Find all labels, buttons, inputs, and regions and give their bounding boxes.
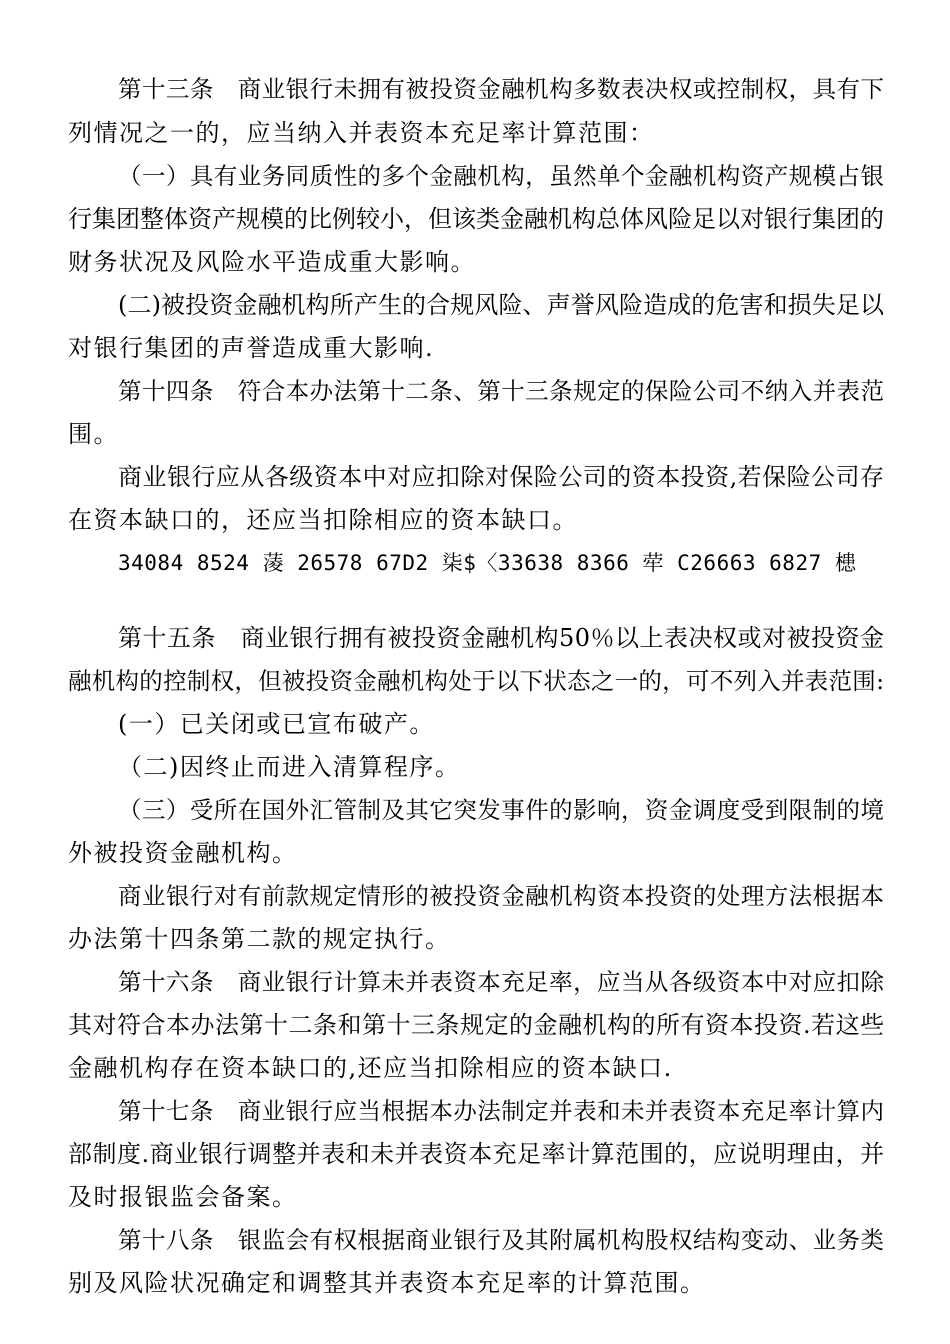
article-15-line-2: 融机构的控制权，但被投资金融机构处于以下状态之一的，可不列入并表范围: bbox=[68, 667, 884, 695]
article-16-line-3: 金融机构存在资本缺口的,还应当扣除相应的资本缺口. bbox=[68, 1054, 673, 1082]
article-15-line-1: 第十五条 商业银行拥有被投资金融机构50％以上表决权或对被投资金 bbox=[118, 624, 885, 652]
article-16-line-2: 其对符合本办法第十二条和第十三条规定的金融机构的所有资本投资.若这些 bbox=[68, 1011, 885, 1039]
article-17-line-2: 部制度.商业银行调整并表和未并表资本充足率计算范围的，应说明理由，并 bbox=[68, 1140, 885, 1168]
garbled-code-line: 34084 8524 蓤 26578 67D2 柒$〈33638 8366 荦 C26663 6827 槵 bbox=[118, 551, 857, 575]
article-15-para-2-line-1: 商业银行对有前款规定情形的被投资金融机构资本投资的处理方法根据本 bbox=[118, 882, 884, 910]
article-14-line-1: 第十四条 符合本办法第十二条、第十三条规定的保险公司不纳入并表范 bbox=[118, 377, 884, 405]
article-14-para-2-line-1: 商业银行应从各级资本中对应扣除对保险公司的资本投资,若保险公司存 bbox=[118, 463, 884, 491]
article-16-line-1: 第十六条 商业银行计算未并表资本充足率，应当从各级资本中对应扣除 bbox=[118, 968, 884, 996]
article-13-line-2: 列情况之一的，应当纳入并表资本充足率计算范围： bbox=[68, 119, 655, 147]
article-13-item-1-line-1: （一）具有业务同质性的多个金融机构，虽然单个金融机构资产规模占银 bbox=[118, 162, 884, 190]
article-13-item-1-line-3: 财务状况及风险水平造成重大影响。 bbox=[68, 248, 476, 276]
article-13-line-1: 第十三条 商业银行未拥有被投资金融机构多数表决权或控制权，具有下 bbox=[118, 75, 884, 103]
article-15-item-1: (一）已关闭或已宣布破产。 bbox=[118, 710, 435, 738]
article-17-line-1: 第十七条 商业银行应当根据本办法制定并表和未并表资本充足率计算内 bbox=[118, 1097, 884, 1125]
article-14-para-2-line-2: 在资本缺口的，还应当扣除相应的资本缺口。 bbox=[68, 506, 578, 534]
article-15-item-3-line-2: 外被投资金融机构。 bbox=[68, 839, 298, 867]
article-14-line-2: 围。 bbox=[68, 420, 119, 448]
article-13-item-2-line-2: 对银行集团的声誉造成重大影响. bbox=[68, 334, 435, 362]
article-18-line-1: 第十八条 银监会有权根据商业银行及其附属机构股权结构变动、业务类 bbox=[118, 1226, 884, 1254]
article-13-item-1-line-2: 行集团整体资产规模的比例较小，但该类金融机构总体风险足以对银行集团的 bbox=[68, 205, 884, 233]
article-13-item-2-line-1: (二)被投资金融机构所产生的合规风险、声誉风险造成的危害和损失足以 bbox=[118, 291, 884, 319]
article-17-line-3: 及时报银监会备案。 bbox=[68, 1183, 298, 1211]
article-15-item-2: （二)因终止而进入清算程序。 bbox=[118, 753, 461, 781]
article-15-item-3-line-1: （三）受所在国外汇管制及其它突发事件的影响，资金调度受到限制的境 bbox=[118, 796, 884, 824]
article-15-para-2-line-2: 办法第十四条第二款的规定执行。 bbox=[68, 925, 451, 953]
article-18-line-2: 别及风险状况确定和调整其并表资本充足率的计算范围。 bbox=[68, 1269, 706, 1297]
